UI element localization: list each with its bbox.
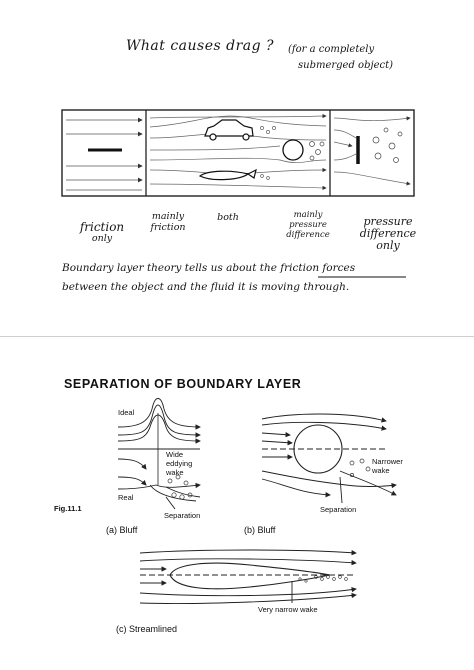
- category-friction-only: friction only: [79, 220, 125, 244]
- caption-bluff-a: (a) Bluff: [106, 525, 138, 535]
- label-separation-b: Separation: [320, 505, 357, 514]
- category-mainly-friction: mainly friction: [150, 211, 186, 233]
- category-both: both: [217, 212, 239, 223]
- label-separation-a: Separation: [164, 511, 201, 520]
- sentence-line-2: between the object and the fluid it is moving through.: [62, 281, 350, 293]
- caption-bluff-b: (b) Bluff: [244, 525, 276, 535]
- streamlined-diagram: [140, 550, 356, 604]
- label-wide-wake: Wide eddying wake: [166, 450, 193, 477]
- title-note-line-1: (for a completely: [288, 44, 375, 55]
- label-real: Real: [118, 493, 134, 502]
- category-pressure-only: pressure difference only: [359, 215, 417, 252]
- title-note-line-2: submerged object): [298, 60, 394, 71]
- label-very-narrow-wake: Very narrow wake: [258, 605, 318, 614]
- sentence-line-1: Boundary layer theory tells us about the friction forces: [62, 262, 356, 274]
- figure-label: Fig.11.1: [54, 504, 82, 513]
- separation-page: [0, 337, 474, 670]
- category-mainly-pressure: mainly pressure difference: [286, 210, 330, 240]
- page-title: What causes drag ?: [126, 38, 275, 54]
- caption-streamlined: (c) Streamlined: [116, 624, 178, 634]
- page-title: SEPARATION OF BOUNDARY LAYER: [64, 377, 302, 391]
- label-narrower-wake: Narrower wake: [372, 457, 403, 475]
- label-ideal: Ideal: [118, 408, 135, 417]
- bluff-b-eddies: [350, 459, 370, 477]
